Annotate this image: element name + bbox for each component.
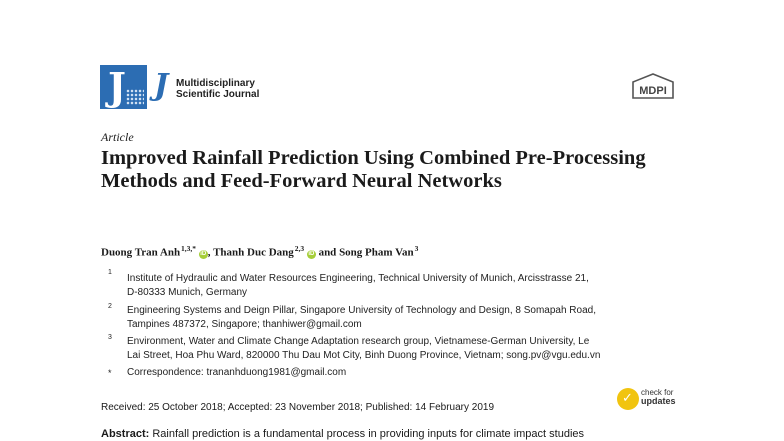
mdpi-logo-text: MDPI xyxy=(639,85,667,97)
author-list xyxy=(101,244,418,259)
affiliation-number: 2 xyxy=(108,303,112,310)
affiliation-line: D-80333 Munich, Germany xyxy=(127,287,248,298)
check-updates-line1: check for xyxy=(641,388,674,397)
check-for-updates-badge[interactable] xyxy=(617,386,676,416)
affiliation-line: Tampines 487372, Singapore; thanhiwer@gmail.com xyxy=(127,319,362,330)
author-separator: and xyxy=(315,246,340,259)
affiliation-line: Environment, Water and Climate Change Adaptation research group, Vietnamese-German University, Le xyxy=(127,336,590,347)
affiliation-line: Lai Street, Hoa Phu Ward, 820000 Thu Dau Mot City, Binh Duong Province, Vietnam; song.pv@vgu.edu.vn xyxy=(127,350,601,361)
abstract-label: Abstract: xyxy=(101,428,150,440)
journal-logo-dots xyxy=(126,89,144,105)
journal-name xyxy=(176,78,259,100)
affiliation-number: 1 xyxy=(108,269,112,276)
affiliation-item xyxy=(127,304,697,332)
publication-dates: Received: 25 October 2018; Accepted: 23 November 2018; Published: 14 February 2019 xyxy=(101,402,495,413)
author-affil-sup: 1,3,* xyxy=(181,244,196,253)
journal-logo-letter: J xyxy=(108,64,126,109)
orcid-icon[interactable]: iD xyxy=(200,250,207,257)
journal-logo xyxy=(100,65,147,109)
author-separator: , xyxy=(207,246,214,259)
article-type-label: Article xyxy=(101,130,134,144)
affiliation-line: Engineering Systems and Deign Pillar, Singapore University of Technology and Design, 8 Somapah Road, xyxy=(127,305,596,316)
affiliation-item xyxy=(127,272,697,300)
abstract-text: Rainfall prediction is a fundamental process in providing inputs for climate impact studies xyxy=(149,428,585,440)
affiliation-number: 3 xyxy=(108,334,112,341)
author-name: Thanh Duc Dang xyxy=(213,246,294,259)
correspondence-item xyxy=(127,366,697,380)
journal-name-line1: Multidisciplinary xyxy=(176,78,255,89)
journal-name-line2: Scientific Journal xyxy=(176,89,260,100)
check-updates-text xyxy=(641,388,676,406)
article-title: Improved Rainfall Prediction Using Combined Pre-Processing Methods and Feed-Forward Neural Networks xyxy=(101,147,646,192)
affiliation-line: Institute of Hydraulic and Water Resources Engineering, Technical University of Munich, Arcisstrasse 21, xyxy=(127,273,589,284)
author-name: Song Pham Van xyxy=(339,246,414,259)
check-updates-line2: updates xyxy=(641,396,676,406)
orcid-icon[interactable]: iD xyxy=(308,250,315,257)
author-affil-sup: 3 xyxy=(414,244,419,253)
author-name: Duong Tran Anh xyxy=(101,246,181,259)
author-affil-sup: 2,3 xyxy=(294,244,305,253)
correspondence-marker: * xyxy=(108,368,112,378)
journal-initial: J xyxy=(154,68,169,103)
checkmark-icon: ✓ xyxy=(617,388,639,410)
abstract xyxy=(101,428,701,440)
affiliation-item xyxy=(127,335,697,363)
correspondence-line: Correspondence: trananhduong1981@gmail.com xyxy=(127,367,347,378)
mdpi-logo xyxy=(627,73,679,103)
